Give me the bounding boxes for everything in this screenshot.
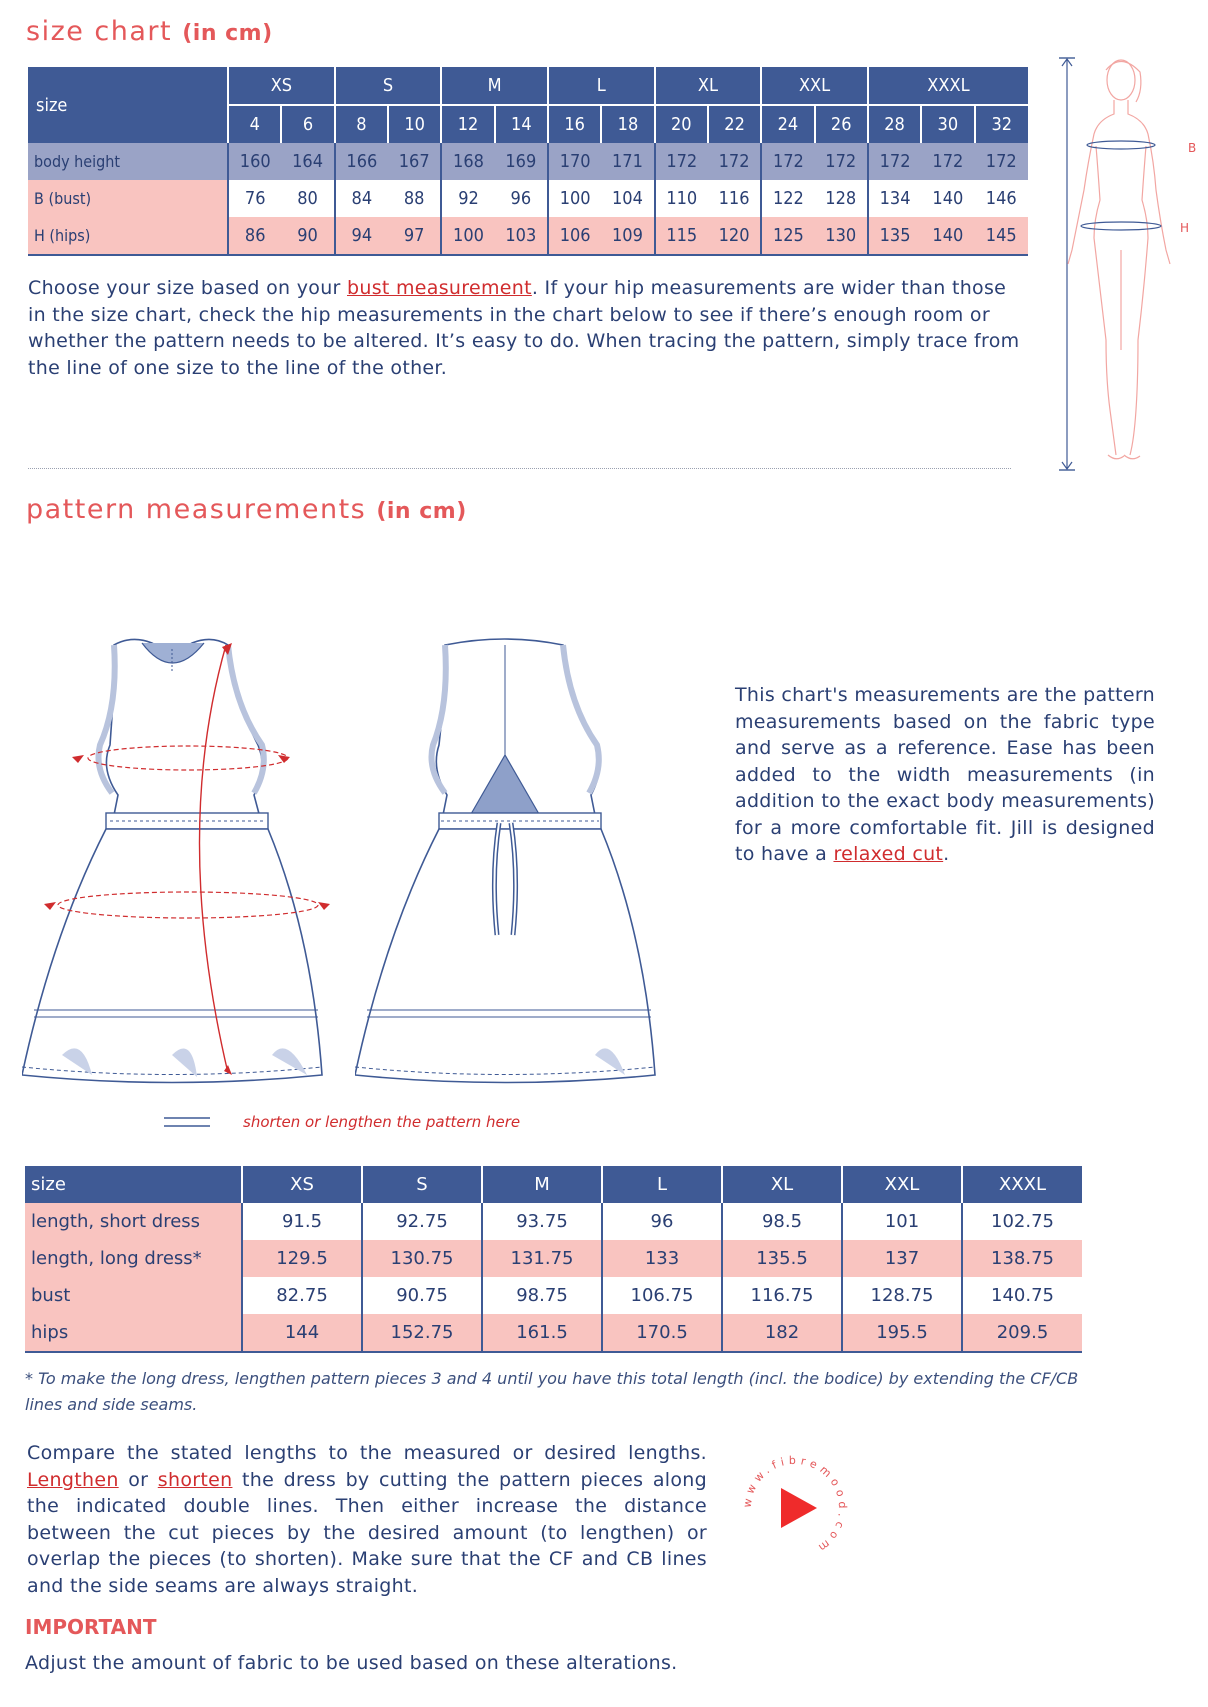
pattern-size-header: XL	[722, 1166, 842, 1203]
size-chart-cell: 145	[975, 217, 1028, 255]
important-heading: IMPORTANT	[25, 1615, 157, 1639]
size-chart-cell: 130	[815, 217, 868, 255]
size-intro-paragraph	[28, 275, 1028, 381]
alteration-instructions	[27, 1440, 707, 1599]
size-chart-cell: 125	[761, 217, 814, 255]
pattern-cell: 96	[602, 1203, 722, 1240]
size-chart-cell: 103	[495, 217, 548, 255]
pattern-row-label: hips	[25, 1314, 242, 1352]
size-group-xl: XL	[655, 67, 762, 105]
size-chart-cell: 94	[335, 217, 388, 255]
size-chart-cell: 171	[601, 143, 654, 180]
pattern-cell: 130.75	[362, 1240, 482, 1277]
pattern-cell: 152.75	[362, 1314, 482, 1352]
size-chart-cell: 140	[921, 217, 974, 255]
size-chart-cell: 172	[761, 143, 814, 180]
pattern-cell: 129.5	[242, 1240, 362, 1277]
pattern-size-header: M	[482, 1166, 602, 1203]
size-chart-cell: 92	[441, 180, 494, 217]
size-chart-cell: 110	[655, 180, 708, 217]
alteration-text: or	[118, 1468, 158, 1491]
pattern-cell: 101	[842, 1203, 962, 1240]
pattern-table-corner: size	[25, 1166, 242, 1203]
pattern-cell: 144	[242, 1314, 362, 1352]
size-chart-cell: 172	[921, 143, 974, 180]
size-number: 16	[548, 105, 601, 143]
size-number: 24	[761, 105, 814, 143]
size-chart-cell: 169	[495, 143, 548, 180]
size-number: 12	[441, 105, 494, 143]
size-chart-row-label: H (hips)	[28, 217, 228, 255]
pattern-size-header: XS	[242, 1166, 362, 1203]
long-dress-footnote: * To make the long dress, lengthen pattern pieces 3 and 4 until you have this total length (incl. the bodice) by extending the CF/CB lines and side seams.	[25, 1369, 1079, 1414]
size-chart-cell: 86	[228, 217, 281, 255]
pattern-cell: 116.75	[722, 1277, 842, 1314]
size-chart-cell: 96	[495, 180, 548, 217]
hips-marker-label: H	[1180, 221, 1190, 235]
size-chart-cell: 170	[548, 143, 601, 180]
size-chart-title	[26, 16, 273, 47]
size-chart-cell: 172	[868, 143, 921, 180]
pattern-measurements-title	[26, 494, 467, 525]
pattern-cell: 92.75	[362, 1203, 482, 1240]
pattern-size-header: XXL	[842, 1166, 962, 1203]
pattern-cell: 106.75	[602, 1277, 722, 1314]
pattern-table-row	[25, 1203, 1082, 1240]
pattern-title-text: pattern measurements	[26, 494, 367, 525]
size-chart-cell: 116	[708, 180, 761, 217]
size-number: 14	[495, 105, 548, 143]
pattern-cell: 140.75	[962, 1277, 1082, 1314]
pattern-size-header: S	[362, 1166, 482, 1203]
section-divider	[28, 468, 1011, 469]
alteration-text: the dress by cutting the pattern pieces along the indicated double lines. Then either increase the distance between the cut pieces by the desired amount (to lengthen) or overlap the pieces (to shorten). Make sure that the CF and CB lines and the side seams are always straight.	[27, 1468, 707, 1597]
size-chart-cell: 97	[388, 217, 441, 255]
pattern-cell: 135.5	[722, 1240, 842, 1277]
size-chart-cell: 134	[868, 180, 921, 217]
size-chart-cell: 135	[868, 217, 921, 255]
size-chart-cell: 128	[815, 180, 868, 217]
size-chart-row-label: B (bust)	[28, 180, 228, 217]
pattern-cell: 91.5	[242, 1203, 362, 1240]
size-chart-cell: 109	[601, 217, 654, 255]
pattern-cell: 93.75	[482, 1203, 602, 1240]
alteration-text: Compare the stated lengths to the measured or desired lengths.	[27, 1442, 707, 1464]
pattern-measurements-table	[25, 1166, 1082, 1353]
size-group-xxxl: XXXL	[868, 67, 1028, 105]
pattern-description-text: This chart's measurements are the pattern measurements based on the fabric type and serve as a reference. Ease has been added to the width measurements (in addition to the exact body measurements) for a more comfortable fit. Jill is designed to have a	[735, 684, 1156, 865]
pattern-unit: (in cm)	[376, 499, 467, 524]
intro-text: . If your hip measurements are wider than those in the size chart, check the hip measurements in the chart below to see if there’s enough room or whether the pattern needs to be altered. It’s easy to do. When tracing the pattern, simply trace from the line of one size to the line of the other.	[28, 277, 1020, 379]
size-chart-cell: 122	[761, 180, 814, 217]
legend-label: shorten or lengthen the pattern here	[243, 1113, 521, 1131]
intro-text: Choose your size based on your	[28, 277, 347, 299]
size-number: 30	[921, 105, 974, 143]
pattern-cell: 98.75	[482, 1277, 602, 1314]
pattern-cell: 90.75	[362, 1277, 482, 1314]
size-chart-cell: 172	[708, 143, 761, 180]
important-text: Adjust the amount of fabric to be used based on these alterations.	[25, 1652, 678, 1674]
size-number: 18	[601, 105, 654, 143]
pattern-cell: 128.75	[842, 1277, 962, 1314]
bust-marker-label: B	[1188, 141, 1197, 155]
pattern-cell: 137	[842, 1240, 962, 1277]
pattern-cell: 170.5	[602, 1314, 722, 1352]
pattern-cell: 133	[602, 1240, 722, 1277]
size-chart-cell: 172	[655, 143, 708, 180]
size-chart-cell: 115	[655, 217, 708, 255]
size-chart-cell: 172	[815, 143, 868, 180]
size-chart-cell: 120	[708, 217, 761, 255]
size-chart-cell: 90	[281, 217, 334, 255]
size-group-xxl: XXL	[761, 67, 868, 105]
size-chart-cell: 167	[388, 143, 441, 180]
size-chart-cell: 80	[281, 180, 334, 217]
size-chart-cell: 100	[548, 180, 601, 217]
size-chart-title-text: size chart	[26, 16, 173, 47]
size-number: 26	[815, 105, 868, 143]
size-number: 8	[335, 105, 388, 143]
size-chart-cell: 164	[281, 143, 334, 180]
size-chart-cell: 168	[441, 143, 494, 180]
pattern-size-header: XXXL	[962, 1166, 1082, 1203]
size-group-m: M	[441, 67, 548, 105]
size-number: 28	[868, 105, 921, 143]
size-chart-cell: 172	[975, 143, 1028, 180]
pattern-cell: 131.75	[482, 1240, 602, 1277]
pattern-cell: 102.75	[962, 1203, 1082, 1240]
size-number: 10	[388, 105, 441, 143]
bust-measurement-link[interactable]: bust measurement	[347, 277, 532, 299]
pattern-cell: 195.5	[842, 1314, 962, 1352]
pattern-table-row	[25, 1277, 1082, 1314]
pattern-cell: 138.75	[962, 1240, 1082, 1277]
pattern-row-label: length, long dress*	[25, 1240, 242, 1277]
size-group-l: L	[548, 67, 655, 105]
pattern-row-label: length, short dress	[25, 1203, 242, 1240]
fibremood-logo[interactable]	[735, 1448, 855, 1568]
size-chart-cell: 88	[388, 180, 441, 217]
size-chart-table	[28, 67, 1028, 256]
size-chart-cell: 104	[601, 180, 654, 217]
size-number: 22	[708, 105, 761, 143]
size-chart-row	[28, 180, 1028, 217]
size-chart-cell: 146	[975, 180, 1028, 217]
size-group-xs: XS	[228, 67, 335, 105]
relaxed-cut-link[interactable]: relaxed cut	[833, 843, 944, 865]
size-group-s: S	[335, 67, 442, 105]
size-number: 6	[281, 105, 334, 143]
pattern-description	[735, 682, 1155, 868]
size-chart-unit: (in cm)	[182, 21, 273, 46]
pattern-cell: 209.5	[962, 1314, 1082, 1352]
size-chart-row-label: body height	[28, 143, 228, 180]
size-chart-corner: size	[28, 67, 228, 143]
size-chart-cell: 160	[228, 143, 281, 180]
pattern-cell: 82.75	[242, 1277, 362, 1314]
shorten-link[interactable]: shorten	[157, 1468, 233, 1491]
size-number: 20	[655, 105, 708, 143]
pattern-table-row	[25, 1240, 1082, 1277]
size-chart-cell: 166	[335, 143, 388, 180]
size-chart-cell: 76	[228, 180, 281, 217]
pattern-size-header: L	[602, 1166, 722, 1203]
size-number: 32	[975, 105, 1028, 143]
size-chart-cell: 100	[441, 217, 494, 255]
pattern-table-row	[25, 1314, 1082, 1352]
size-chart-row	[28, 217, 1028, 255]
size-chart-cell: 140	[921, 180, 974, 217]
pattern-row-label: bust	[25, 1277, 242, 1314]
double-line-legend-icon	[162, 1114, 212, 1130]
size-number: 4	[228, 105, 281, 143]
logo-textpath: www.fibremood.com	[740, 1453, 850, 1557]
pattern-cell: 98.5	[722, 1203, 842, 1240]
size-chart-cell: 106	[548, 217, 601, 255]
dress-front-illustration	[22, 635, 342, 1090]
size-chart-cell: 84	[335, 180, 388, 217]
dress-back-illustration	[355, 635, 665, 1090]
pattern-cell: 182	[722, 1314, 842, 1352]
body-figure-illustration	[1048, 50, 1198, 475]
pattern-cell: 161.5	[482, 1314, 602, 1352]
lengthen-link[interactable]: Lengthen	[27, 1468, 119, 1491]
play-icon	[781, 1488, 817, 1528]
pattern-description-text: .	[943, 843, 950, 865]
size-chart-row	[28, 143, 1028, 180]
